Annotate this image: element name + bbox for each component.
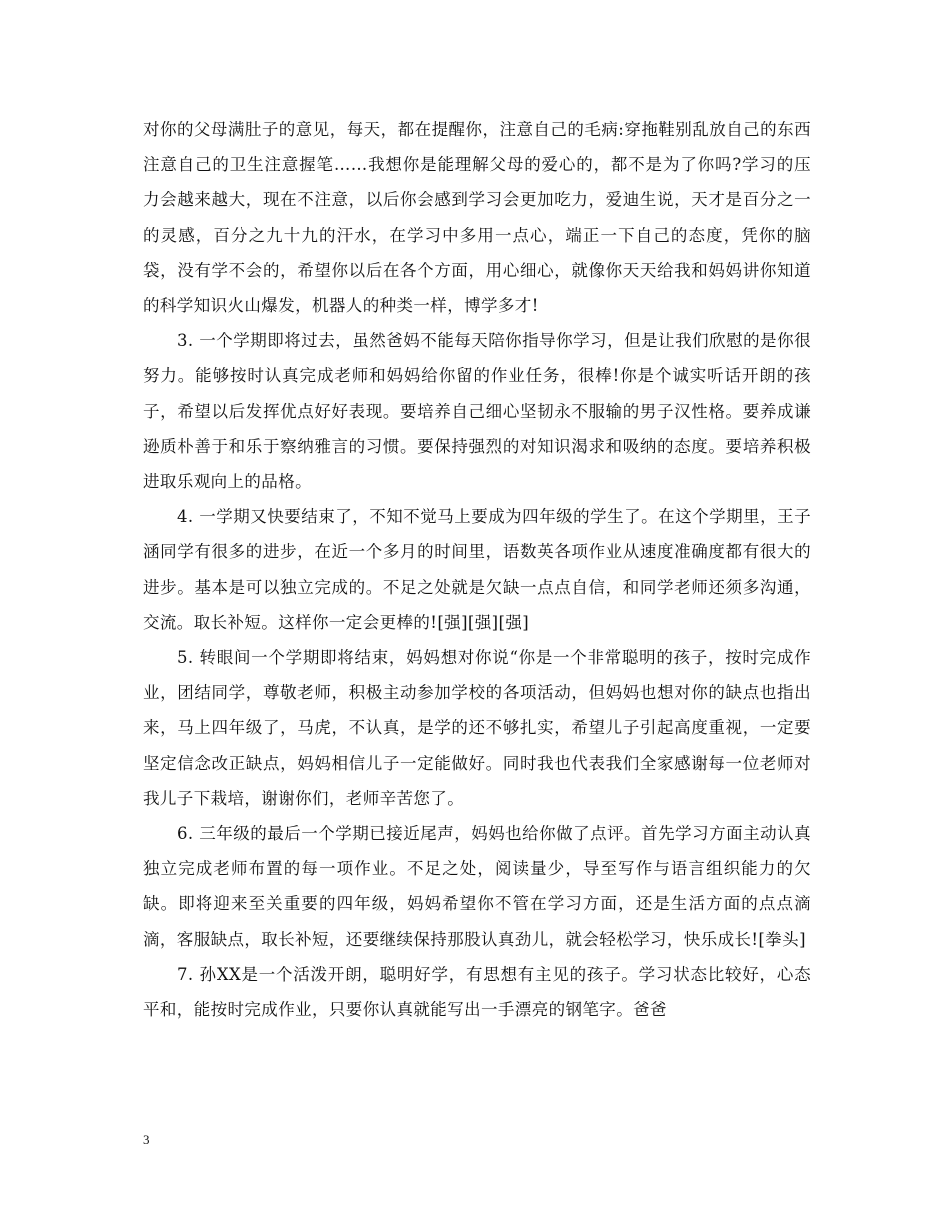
paragraph-item-3: 3. 一个学期即将过去，虽然爸妈不能每天陪你指导你学习，但是让我们欣慰的是你很努力。能够按时认真完成老师和妈妈给你留的作业任务，很棒!你是个诚实听话开朗的孩子，希望以后发挥优点好好表现。要培养自己细心坚韧永不服输的男子汉性格。要养成谦逊质朴善于和乐于察纳雅言的习惯。要保持强烈的对知识渴求和吸纳的态度。要培养积极进取乐观向上的品格。 [143,331,811,492]
paragraph-item-7: 7. 孙XX是一个活泼开朗，聪明好学，有思想有主见的孩子。学习状态比较好，心态平和，能按时完成作业，只要你认真就能写出一手漂亮的钢笔字。爸爸 [143,964,811,1020]
paragraph-item-4: 4. 一学期又快要结束了，不知不觉马上要成为四年级的学生了。在这个学期里，王子涵同学有很多的进步，在近一个多月的时间里，语数英各项作业从速度准确度都有很大的进步。基本是可以独立完成的。不足之处就是欠缺一点点自信，和同学老师还须多沟通，交流。取长补短。这样你一定会更棒的![强][强][强] [143,507,811,632]
paragraph-item-5: 5. 转眼间一个学期即将结束，妈妈想对你说“你是一个非常聪明的孩子，按时完成作业，团结同学，尊敬老师，积极主动参加学校的各项活动，但妈妈也想对你的缺点也指出来，马上四年级了，马虎，不认真，是学的还不够扎实，希望儿子引起高度重视，一定要坚定信念改正缺点，妈妈相信儿子一定能做好。同时我也代表我们全家感谢每一位老师对我儿子下栽培，谢谢你们，老师辛苦您了。 [143,648,811,808]
paragraph-continued: 对你的父母满肚子的意见，每天，都在提醒你，注意自己的毛病:穿拖鞋别乱放自己的东西注意自己的卫生注意握笔……我想你是能理解父母的爱心的，都不是为了你吗?学习的压力会越来越大，现在不注意，以后你会感到学习会更加吃力，爱迪生说，天才是百分之一的灵感，百分之九十九的汗水，在学习中多用一点心，端正一下自己的态度，凭你的脑袋，没有学不会的，希望你以后在各个方面，用心细心，就像你天天给我和妈妈讲你知道的科学知识火山爆发，机器人的种类一样，博学多才! [143,120,811,316]
paragraph-item-6: 6. 三年级的最后一个学期已接近尾声，妈妈也给你做了点评。首先学习方面主动认真独立完成老师布置的每一项作业。不足之处，阅读量少，导至写作与语言组织能力的欠缺。即将迎来至关重要的四年级，妈妈希望你不管在学习方面，还是生活方面的点点滴滴，客服缺点，取长补短，还要继续保持那股认真劲儿，就会轻松学习，快乐成长![拳头] [143,824,811,949]
page-number: 3 [143,1132,150,1147]
document-body [143,112,811,1027]
